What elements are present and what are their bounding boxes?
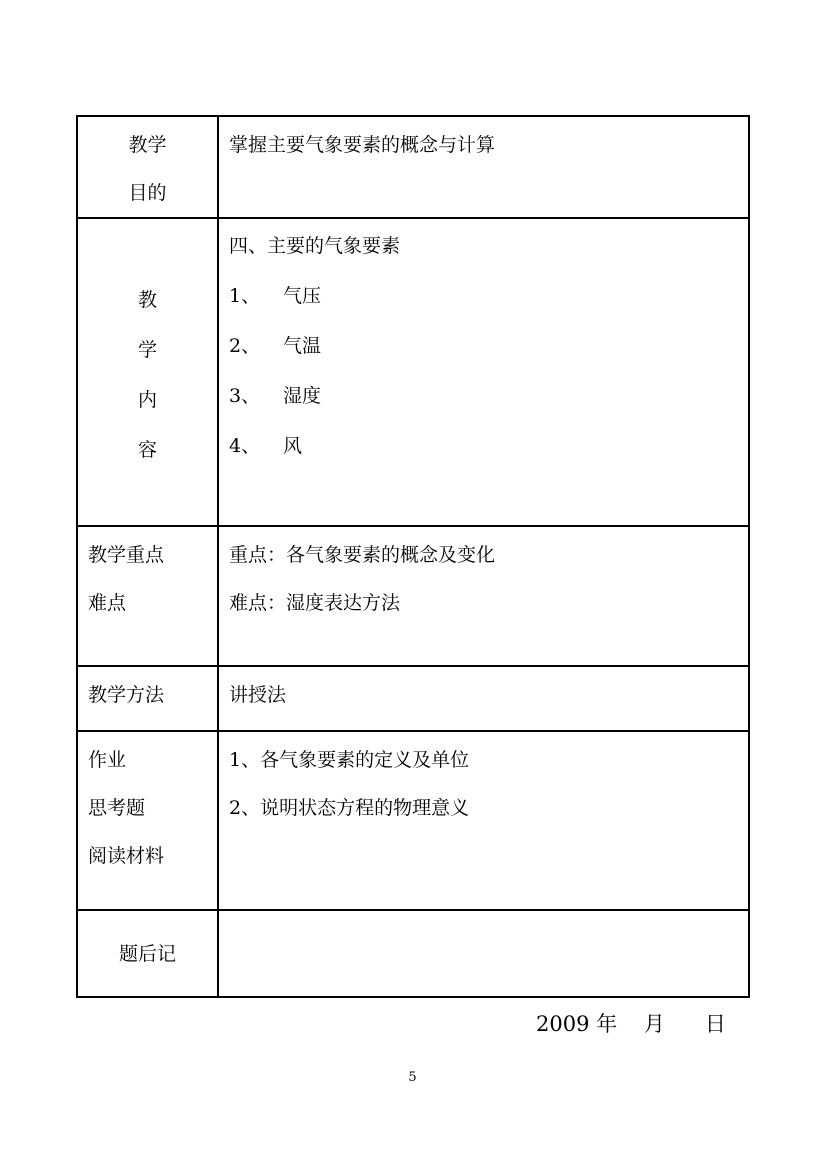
- key-point-text: 重点：各气象要素的概念及变化: [229, 544, 496, 566]
- content-heading: 四、主要的气象要素: [229, 235, 401, 257]
- key-points-label-line-1: 教学重点: [88, 544, 165, 566]
- difficulty-text: 难点：湿度表达方法: [229, 592, 401, 614]
- objective-content-cell: [218, 116, 749, 218]
- method-label: 教学方法: [88, 684, 165, 706]
- homework-row: [77, 731, 749, 910]
- objective-text: 掌握主要气象要素的概念与计算: [229, 134, 496, 156]
- objective-row: [77, 116, 749, 218]
- content-label-char-2: 学: [137, 339, 157, 361]
- homework-content-cell: [218, 731, 749, 910]
- key-points-label-cell: [77, 526, 218, 666]
- homework-label-line-1: 作业: [88, 749, 127, 771]
- footer-date: 2009 年 月 日: [536, 1012, 726, 1036]
- objective-label-cell: [77, 116, 218, 218]
- postscript-row: [77, 910, 749, 997]
- key-points-label-line-2: 难点: [88, 592, 127, 614]
- page-number: 5: [408, 1070, 417, 1085]
- homework-label-line-2: 思考题: [88, 797, 146, 819]
- postscript-content-cell: [218, 910, 749, 997]
- homework-item-1: 1、各气象要素的定义及单位: [229, 749, 470, 771]
- list-item: 4、 风: [229, 435, 303, 457]
- content-label-char-1: 教: [137, 289, 157, 311]
- content-list-cell: [218, 218, 749, 526]
- homework-label-line-3: 阅读材料: [88, 845, 165, 867]
- content-label-char-3: 内: [137, 389, 157, 411]
- objective-label-line-1: 教学: [128, 134, 167, 156]
- method-row: [77, 666, 749, 731]
- homework-label-cell: [77, 731, 218, 910]
- list-item: 2、 气温: [229, 335, 322, 357]
- list-item: 1、 气压: [229, 285, 322, 307]
- content-label-char-4: 容: [137, 439, 157, 461]
- content-row: [77, 218, 749, 526]
- list-item: 3、 湿度: [229, 385, 322, 407]
- content-label-cell: [77, 218, 218, 526]
- homework-item-2: 2、说明状态方程的物理意义: [229, 797, 470, 819]
- lesson-plan-table: [76, 115, 750, 998]
- key-points-content-cell: [218, 526, 749, 666]
- method-label-cell: [77, 666, 218, 731]
- postscript-label-cell: [77, 910, 218, 997]
- postscript-label: 题后记: [118, 942, 176, 965]
- objective-label-line-2: 目的: [128, 182, 167, 204]
- method-content-cell: [218, 666, 749, 731]
- key-points-row: [77, 526, 749, 666]
- method-text: 讲授法: [229, 684, 287, 706]
